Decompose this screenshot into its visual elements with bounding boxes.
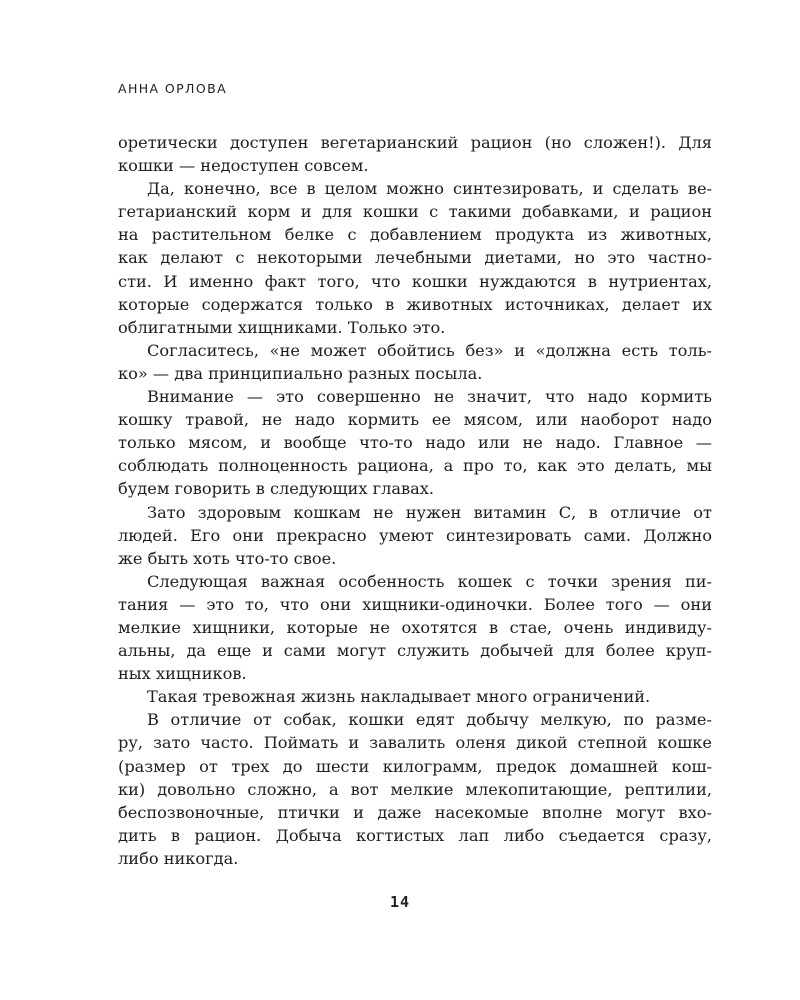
text-line: кошку травой, не надо кормить ее мясом, или наоборот надо (118, 410, 712, 430)
running-head-author: АННА ОРЛОВА (118, 81, 228, 96)
text-line: людей. Его они прекрасно умеют синтезировать сами. Должно (118, 525, 712, 545)
text-line: либо никогда. (118, 848, 239, 868)
text-line: на растительном белке с добавлением продукта из животных, (118, 225, 712, 245)
text-line: Зато здоровым кошкам не нужен витамин С, в отличие от (147, 502, 712, 522)
text-line: кошки — недоступен совсем. (118, 156, 369, 176)
text-line: беспозвоночные, птички и даже насекомые вполне могут вхо- (118, 802, 712, 822)
text-line: ру, зато часто. Поймать и завалить оленя дикой степной кошке (118, 733, 712, 753)
text-line: В отличие от собак, кошки едят добычу мелкую, по разме- (147, 710, 712, 730)
text-line: ки) довольно сложно, а вот мелкие млекопитающие, рептилии, (118, 779, 712, 799)
text-line: оретически доступен вегетарианский рацион (но сложен!). Для (118, 133, 712, 152)
text-line: Внимание — это совершенно не значит, что надо кормить (147, 387, 712, 407)
text-line: альны, да еще и сами могут служить добычей для более круп- (118, 641, 712, 661)
text-line: мелкие хищники, которые не охотятся в стае, очень индивиду- (118, 617, 712, 637)
text-line: (размер от трех до шести килограмм, предок домашней кош- (118, 756, 712, 776)
text-line: ных хищников. (118, 664, 247, 684)
text-line: как делают с некоторыми лечебными диетами, но это частно- (118, 248, 712, 268)
page-number: 14 (389, 893, 411, 911)
text-line: Такая тревожная жизнь накладывает много ограничений. (147, 687, 651, 707)
text-line: Следующая важная особенность кошек с точки зрения пи- (147, 571, 712, 591)
text-line: дить в рацион. Добыча когтистых лап либо съедается сразу, (118, 825, 712, 845)
text-line: будем говорить в следующих главах. (118, 479, 435, 499)
text-line: которые содержатся только в животных источниках, делает их (118, 294, 712, 314)
text-line: только мясом, и вообще что-то надо или не надо. Главное — (118, 433, 712, 453)
text-line: ко» — два принципиально разных посыла. (118, 363, 483, 383)
text-line: Согласитесь, «не может обойтись без» и «должна есть толь- (147, 340, 712, 360)
text-line: гетарианский корм и для кошки с такими добавками, и рацион (118, 202, 712, 222)
text-line: Да, конечно, все в целом можно синтезировать, и сделать ве- (147, 179, 712, 199)
text-line: сти. И именно факт того, что кошки нуждаются в нутриентах, (118, 271, 712, 291)
text-line: тания — это то, что они хищники-одиночки. Более того — они (118, 594, 712, 614)
text-line: облигатными хищниками. Только это. (118, 317, 446, 337)
body-text (118, 131, 712, 870)
text-line: соблюдать полноценность рациона, а про то, как это делать, мы (118, 456, 712, 476)
text-line: же быть хоть что-то свое. (118, 548, 337, 568)
